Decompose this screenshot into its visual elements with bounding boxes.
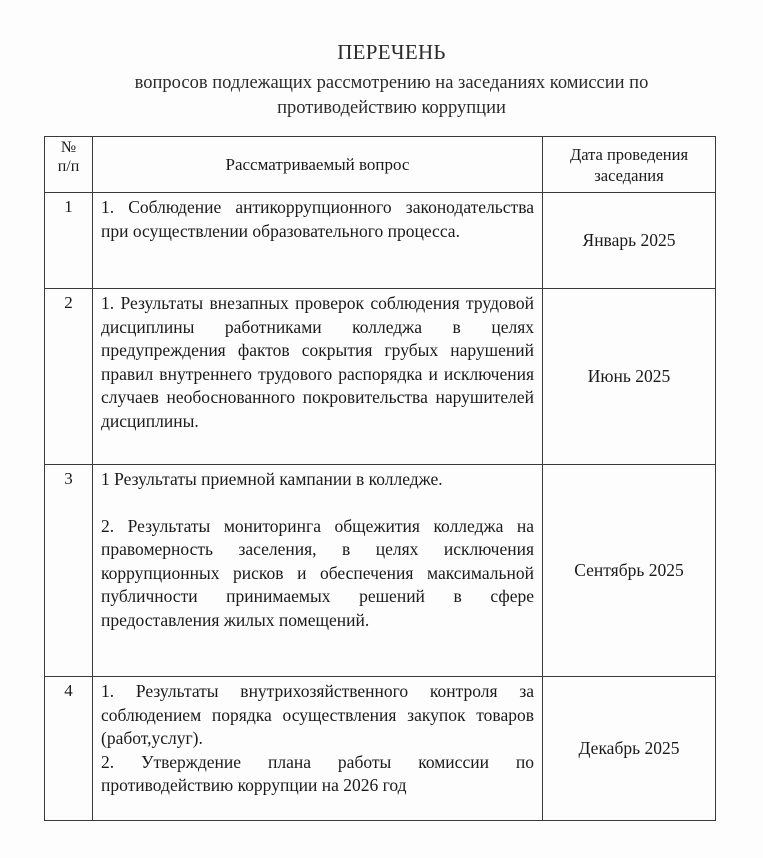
- header-date: [543, 137, 716, 193]
- questions-table: [44, 136, 716, 821]
- question-item: 1. Соблюдение антикоррупционного законодательства при осуществлении образовательного процесса.: [101, 197, 534, 241]
- row-question: [93, 289, 543, 465]
- question-item: 1 Результаты приемной кампании в колледже.: [101, 469, 443, 489]
- table-row: [45, 289, 716, 465]
- row-date: Сентябрь 2025: [543, 465, 716, 677]
- document-subtitle-line-1: вопросов подлежащих рассмотрению на заседаниях комиссии по: [134, 73, 649, 93]
- header-date-line-1: Дата проведения: [569, 144, 689, 164]
- row-date: Январь 2025: [543, 193, 716, 289]
- row-number: 1: [45, 193, 93, 289]
- table-row: [45, 193, 716, 289]
- question-item: 2. Результаты мониторинга общежития колледжа на правомерность заселения, в целях исключения коррупционных рисков и обеспечения максимальной публичности принимаемых решений в сфере предоставления жилых помещений.: [101, 515, 534, 630]
- header-number-line-2: п/п: [57, 158, 80, 175]
- table-row: [45, 465, 716, 677]
- question-item: 1. Результаты внутрихозяйственного контроля за соблюдением порядка осуществления закупок товаров (работ,услуг).: [101, 681, 534, 748]
- row-number: 3: [45, 465, 93, 677]
- row-question: [93, 465, 543, 677]
- header-number-line-1: №: [60, 139, 77, 156]
- question-item: 2. Утверждение плана работы комиссии по противодействию коррупции на 2026 год: [101, 751, 534, 795]
- header-date-line-2: заседания: [594, 165, 664, 185]
- header-question: Рассматриваемый вопрос: [93, 137, 543, 193]
- row-number: 4: [45, 677, 93, 821]
- row-question: [93, 677, 543, 821]
- document-title: ПЕРЕЧЕНЬ: [337, 40, 446, 64]
- row-number: 2: [45, 289, 93, 465]
- table-row: [45, 677, 716, 821]
- question-item: 1. Результаты внезапных проверок соблюдения трудовой дисциплины работниками колледжа в целях предупреждения фактов сокрытия грубых нарушений правил внутреннего трудового распорядка и исключения случаев необоснованного покровительства нарушителей дисциплины.: [101, 293, 534, 431]
- header-number: [45, 137, 93, 193]
- row-date: Июнь 2025: [543, 289, 716, 465]
- row-question: [93, 193, 543, 289]
- row-date: Декабрь 2025: [543, 677, 716, 821]
- document-subtitle-line-2: противодействию коррупции: [277, 98, 506, 118]
- table-header-row: [45, 137, 716, 193]
